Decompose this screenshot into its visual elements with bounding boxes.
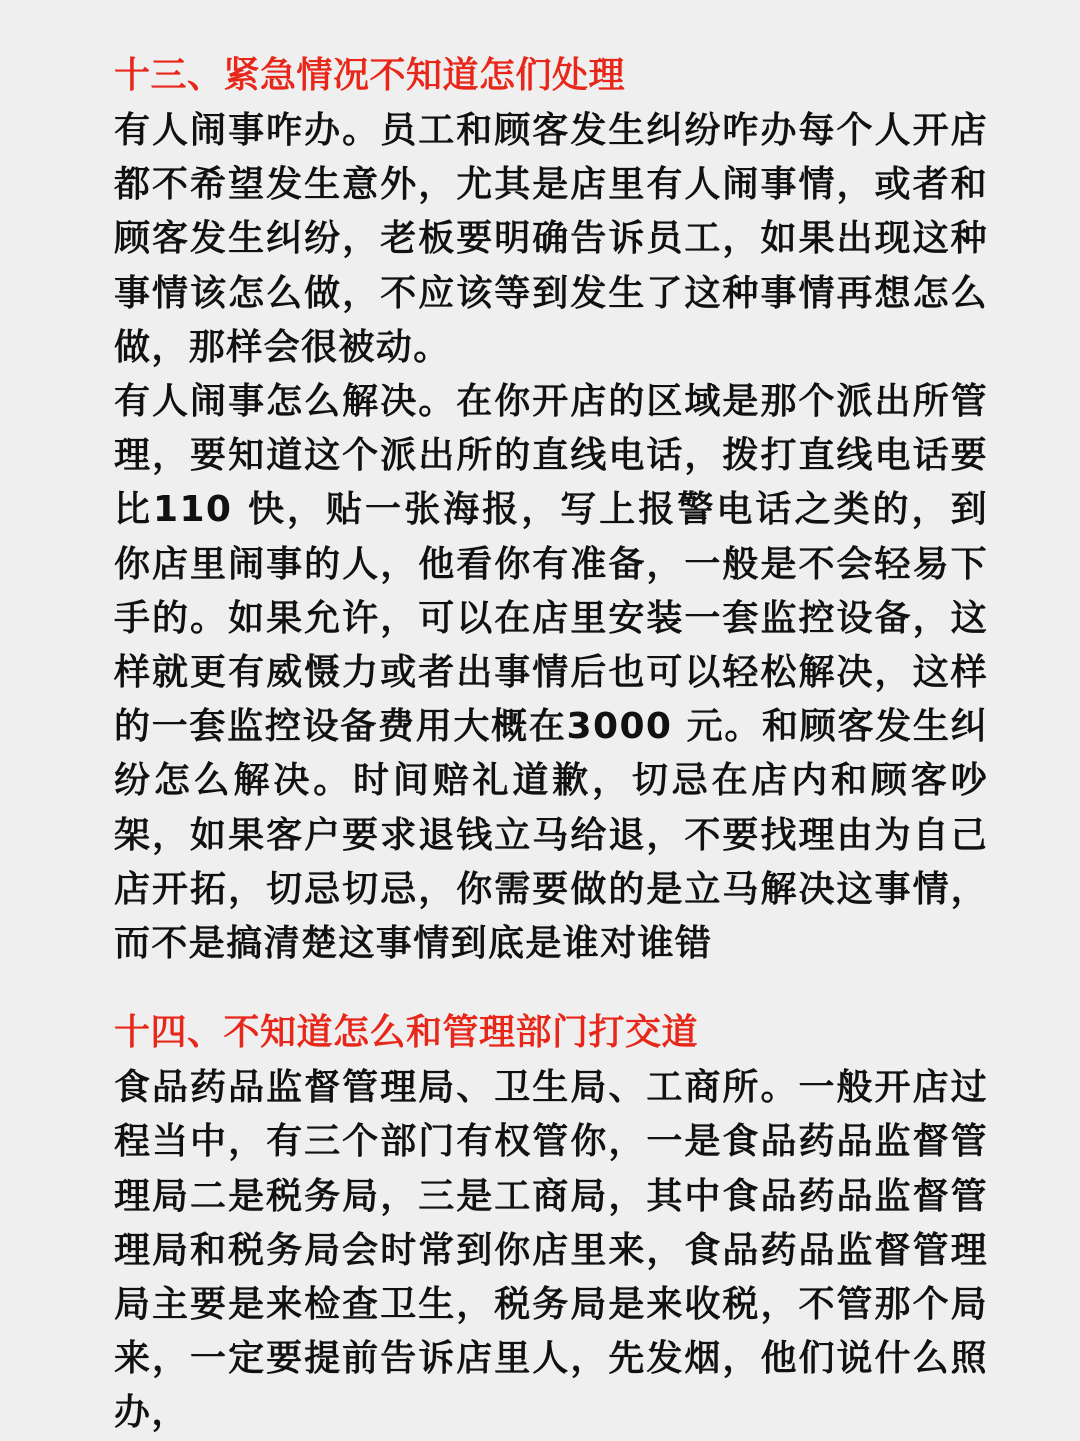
paragraph: 有人闹事怎么解决。在你开店的区域是那个派出所管理，要知道这个派出所的直线电话，拨打直线电话要比110 快，贴一张海报，写上报警电话之类的，到你店里闹事的人，他看你有准备，一般是不会轻易下手的。如果允许，可以在店里安装一套监控设备，这样就更有威慑力或者出事情后也可以轻松解决，这样的一套监控设备费用大概在3000 元。和顾客发生纠纷怎么解决。时间赔礼道歉，切忌在店内和顾客吵架，如果客户要求退钱立马给退，不要找理由为自己店开拓，切忌切忌，你需要做的是立马解决这事情，而不是搞清楚这事情到底是谁对谁错	[114, 381, 988, 965]
paragraph: 食品药品监督管理局、卫生局、工商所。一般开店过程当中，有三个部门有权管你，一是食品药品监督管理局二是税务局，三是工商局，其中食品药品监督管理局和税务局会时常到你店里来，食品药品监督管理局主要是来检查卫生，税务局是来收税，不管那个局来，一定要提前告诉店里人，先发烟，他们说什么照办，	[114, 1067, 988, 1434]
section-emergency	[114, 48, 988, 971]
section-heading: 十三、紧急情况不知道怎们处理	[114, 55, 626, 96]
paragraph: 有人闹事咋办。员工和顾客发生纠纷咋办每个人开店都不希望发生意外，尤其是店里有人闹事情，或者和顾客发生纠纷，老板要明确告诉员工，如果出现这种事情该怎么做，不应该等到发生了这种事情再想怎么做，那样会很被动。	[114, 110, 988, 368]
section-authorities	[114, 1005, 988, 1440]
section-heading: 十四、不知道怎么和管理部门打交道	[114, 1012, 699, 1054]
